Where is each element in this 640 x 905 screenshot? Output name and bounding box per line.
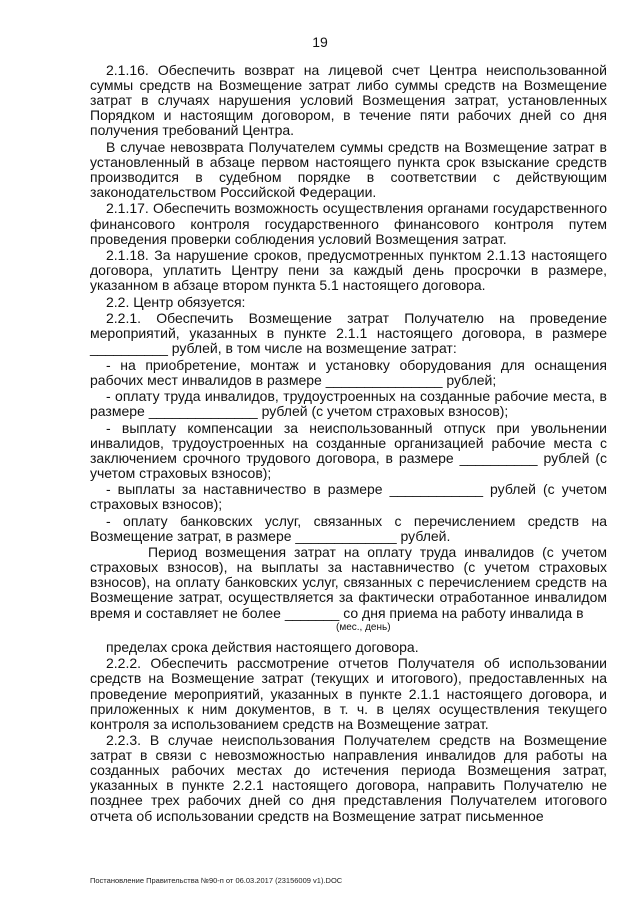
list-item-bank-services: - оплату банковских услуг, связанных с перечислением средств на Возмещение затрат, в размере _____________ рублей.: [90, 512, 607, 544]
list-item-wages: - оплату труда инвалидов, трудоустроенных на созданные рабочие места, в размере ______________ рублей (с учетом страховых взносов);: [90, 388, 607, 420]
paragraph-2-1-17: 2.1.17. Обеспечить возможность осуществления органами государственного финансового контроля государственного финансового контроля путем проведения проверки соблюдения условий Возмещения затрат.: [90, 200, 607, 247]
paragraph-nonreturn: В случае невозврата Получателем суммы средств на Возмещение затрат в установленный в абзаце первом настоящего пункта срок взыскание средств производится в судебном порядке в соответствии с действующим законодательством Российской Федерации.: [90, 138, 607, 201]
paragraph-within-term: пределах срока действия настоящего договора.: [106, 638, 419, 655]
list-item-mentoring: - выплаты за наставничество в размере ____________ рублей (с учетом страховых взносов);: [90, 481, 607, 513]
paragraph-reimbursement-period: Период возмещения затрат на оплату труда инвалидов (с учетом страховых взносов), на выплаты за наставничество (с учетом страховых взносов), на оплату банковских услуг, связанных с перечислением средств на Возмещение затрат, осуществляется за фактически отработанное инвалидом время и составляет не более _______ со дня приема на работу инвалида в: [90, 544, 607, 621]
page-number: 19: [312, 34, 328, 50]
paragraph-2-2-2: 2.2.2. Обеспечить рассмотрение отчетов Получателя об использовании средств на Возмещение затрат (текущих и итогового), предоставленных на проведение мероприятий, указанных в пункте 2.1.1 настоящего договора, и приложенных к ним документов, в т. ч. в целях осуществления текущего контроля за использованием средств на Возмещение затрат.: [90, 655, 607, 732]
footer-doc-ref: Постановление Правительства №90-п от 06.03.2017 (23156009 v1).DOC: [90, 876, 343, 885]
paragraph-2-1-16: 2.1.16. Обеспечить возврат на лицевой счет Центра неиспользованной суммы средств на Возмещение затрат либо суммы средств на Возмещение затрат в случаях нарушения условий Возмещения затрат, установленных Порядком и настоящим договором, в течение пяти рабочих дней со дня получения требований Центра.: [90, 62, 607, 139]
document-body: [90, 63, 607, 825]
caption-months-days: (мес., день): [336, 621, 391, 633]
paragraph-2-2-1: 2.2.1. Обеспечить Возмещение затрат Получателю на проведение мероприятий, указанных в пункте 2.1.1 настоящего договора, в размере __________ рублей, в том числе на возмещение затрат:: [90, 309, 607, 357]
paragraph-2-1-18: 2.1.18. За нарушение сроков, предусмотренных пунктом 2.1.13 настоящего договора, уплатить Центру пени за каждый день просрочки в размере, указанном в абзаце втором пункта 5.1 настоящего договора.: [90, 247, 607, 294]
list-item-vacation-compensation: - выплату компенсации за неиспользованный отпуск при увольнении инвалидов, трудоустроенных на созданные организацией рабочие места с заключением срочного трудового договора, в размере __________ рублей (с учетом страховых взносов);: [90, 419, 607, 481]
paragraph-2-2: 2.2. Центр обязуется:: [106, 293, 246, 310]
list-item-equipment: - на приобретение, монтаж и установку оборудования для оснащения рабочих мест инвалидов в размере _______________ рублей;: [90, 356, 607, 388]
paragraph-2-2-3: 2.2.3. В случае неиспользования Получателем средств на Возмещение затрат в связи с невозможностью направления инвалидов для работы на созданных рабочих местах до истечения периода Возмещения затрат, указанных в пункте 2.2.1 настоящего договора, направить Получателю не позднее трех рабочих дней со дня представления Получателем итогового отчета об использовании средств на Возмещение затрат письменное: [90, 732, 607, 824]
